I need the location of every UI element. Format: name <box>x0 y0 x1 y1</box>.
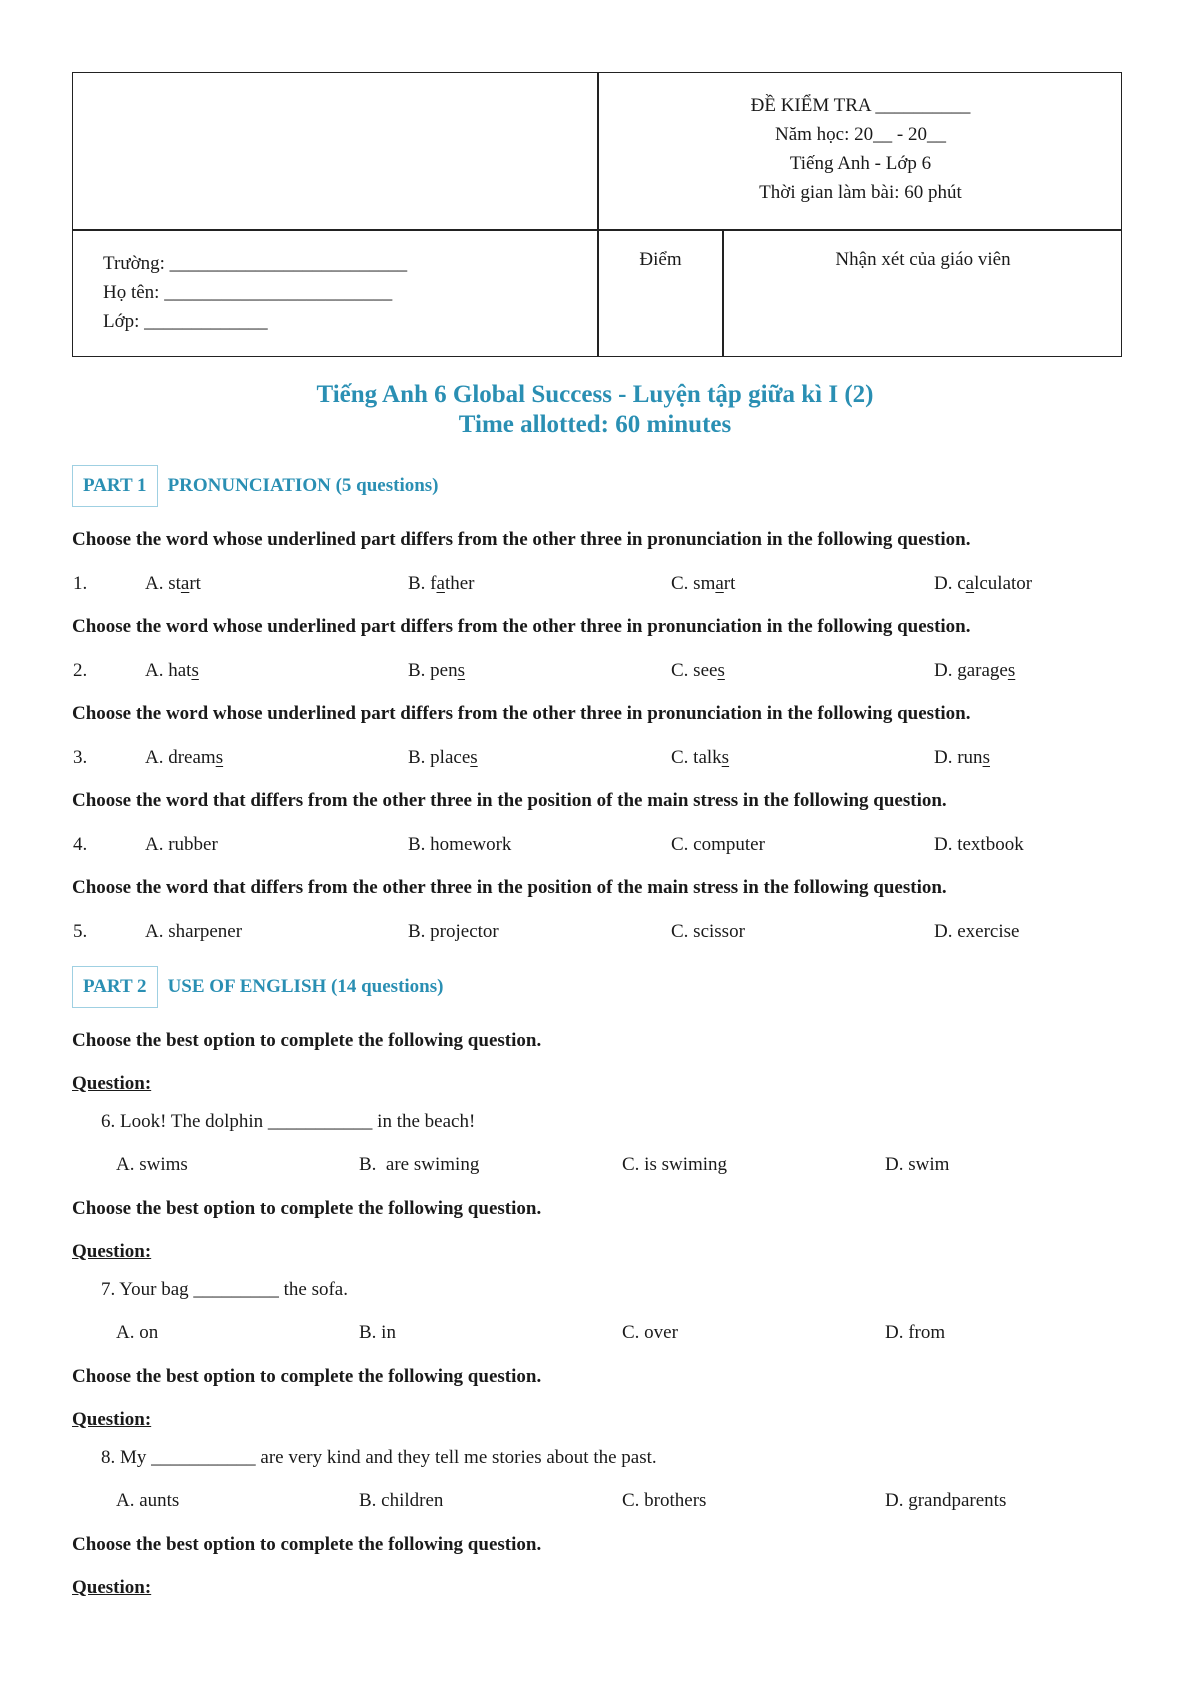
question-label: Question: <box>72 1073 152 1094</box>
underlined-part: s <box>215 747 224 768</box>
underlined-part: s <box>457 660 466 681</box>
page-subtitle: Time allotted: 60 minutes <box>458 411 732 438</box>
answer-option[interactable]: C. scissor <box>671 921 745 942</box>
question-stem: 6. Look! The dolphin ___________ in the beach! <box>101 1111 476 1132</box>
underlined-part: s <box>1007 660 1016 681</box>
option-row <box>0 1490 1190 1516</box>
instruction: Choose the best option to complete the following question. <box>72 1366 542 1387</box>
instruction: Choose the word that differs from the other three in the position of the main stress in the following question. <box>72 790 947 811</box>
part2-title: USE OF ENGLISH (14 questions) <box>167 976 444 997</box>
answer-option[interactable]: D. grandparents <box>885 1490 1007 1511</box>
page-title: Tiếng Anh 6 Global Success - Luyện tập giữa kì I (2) <box>316 381 874 408</box>
underlined-part: a <box>180 573 190 594</box>
answer-option[interactable]: B. homework <box>408 834 512 855</box>
answer-option[interactable]: D. garages <box>934 660 1016 681</box>
answer-option[interactable]: D. from <box>885 1322 946 1343</box>
class-field: Lớp: _____________ <box>103 311 268 332</box>
part1-title: PRONUNCIATION (5 questions) <box>167 475 439 496</box>
question-label: Question: <box>72 1241 152 1262</box>
part2-heading <box>72 966 443 1008</box>
score-label: Điểm <box>639 249 682 270</box>
instruction: Choose the word that differs from the other three in the position of the main stress in the following question. <box>72 877 947 898</box>
answer-option[interactable]: B. places <box>408 747 478 768</box>
subject: Tiếng Anh - Lớp 6 <box>789 153 932 174</box>
instruction: Choose the best option to complete the following question. <box>72 1198 542 1219</box>
answer-option[interactable]: C. talks <box>671 747 730 768</box>
question-stem: 7. Your bag _________ the sofa. <box>101 1279 348 1300</box>
answer-option[interactable]: D. exercise <box>934 921 1020 942</box>
instruction: Choose the word whose underlined part differs from the other three in pronunciation in the following question. <box>72 616 971 637</box>
answer-option[interactable]: D. runs <box>934 747 990 768</box>
name-field: Họ tên: ________________________ <box>103 282 393 303</box>
question-row <box>0 660 1190 686</box>
question-number: 4. <box>73 834 88 855</box>
question-number: 2. <box>73 660 88 681</box>
answer-option[interactable]: C. sees <box>671 660 725 681</box>
divider <box>73 229 1121 231</box>
duration: Thời gian làm bài: 60 phút <box>759 182 962 203</box>
student-info <box>103 249 407 336</box>
instruction: Choose the word whose underlined part differs from the other three in pronunciation in the following question. <box>72 703 971 724</box>
answer-option[interactable]: D. swim <box>885 1154 950 1175</box>
question-number: 1. <box>73 573 88 594</box>
answer-option[interactable]: B. projector <box>408 921 499 942</box>
answer-option[interactable]: A. sharpener <box>145 921 243 942</box>
question-row <box>0 573 1190 599</box>
instruction: Choose the best option to complete the following question. <box>72 1534 542 1555</box>
answer-option[interactable]: A. dreams <box>145 747 224 768</box>
part2-badge: PART 2 <box>72 966 158 1008</box>
underlined-part: a <box>715 573 724 594</box>
exam-header-table <box>72 72 1122 357</box>
underlined-part: a <box>965 573 975 594</box>
question-row <box>0 747 1190 773</box>
instruction: Choose the best option to complete the following question. <box>72 1030 542 1051</box>
answer-option[interactable]: C. smart <box>671 573 736 594</box>
question-number: 3. <box>73 747 88 768</box>
exam-info <box>598 91 1123 207</box>
underlined-part: s <box>982 747 990 768</box>
part1-badge: PART 1 <box>72 465 158 507</box>
answer-option[interactable]: A. on <box>116 1322 159 1343</box>
answer-option[interactable]: A. rubber <box>145 834 218 855</box>
answer-option[interactable]: A. start <box>145 573 201 594</box>
underlined-part: s <box>470 747 478 768</box>
answer-option[interactable]: C. brothers <box>622 1490 707 1511</box>
underlined-part: s <box>717 660 725 681</box>
question-number: 5. <box>73 921 88 942</box>
answer-option[interactable]: B. in <box>359 1322 396 1343</box>
answer-option[interactable]: C. computer <box>671 834 765 855</box>
school-year: Năm học: 20__ - 20__ <box>775 124 946 145</box>
underlined-part: s <box>191 660 199 681</box>
answer-option[interactable]: D. calculator <box>934 573 1033 594</box>
answer-option[interactable]: B. children <box>359 1490 444 1511</box>
answer-option[interactable]: A. swims <box>116 1154 188 1175</box>
teacher-comment-label: Nhận xét của giáo viên <box>835 249 1011 270</box>
part1-heading <box>72 465 439 507</box>
answer-option[interactable]: A. hats <box>145 660 199 681</box>
option-row <box>0 1322 1190 1348</box>
answer-option[interactable]: B. father <box>408 573 475 594</box>
question-row <box>0 834 1190 860</box>
answer-option[interactable]: B. are swiming <box>359 1154 480 1175</box>
underlined-part: s <box>721 747 730 768</box>
answer-option[interactable]: C. over <box>622 1322 678 1343</box>
question-label: Question: <box>72 1409 152 1430</box>
question-stem: 8. My ___________ are very kind and they tell me stories about the past. <box>101 1447 657 1468</box>
answer-option[interactable]: D. textbook <box>934 834 1024 855</box>
option-row <box>0 1154 1190 1180</box>
underlined-part: a <box>436 573 445 594</box>
answer-option[interactable]: B. pens <box>408 660 466 681</box>
answer-option[interactable]: C. is swiming <box>622 1154 728 1175</box>
instruction: Choose the word whose underlined part differs from the other three in pronunciation in the following question. <box>72 529 971 550</box>
answer-option[interactable]: A. aunts <box>116 1490 180 1511</box>
question-label: Question: <box>72 1577 152 1598</box>
exam-title: ĐỀ KIỂM TRA __________ <box>750 95 971 116</box>
question-row <box>0 921 1190 947</box>
school-field: Trường: _________________________ <box>103 253 408 274</box>
